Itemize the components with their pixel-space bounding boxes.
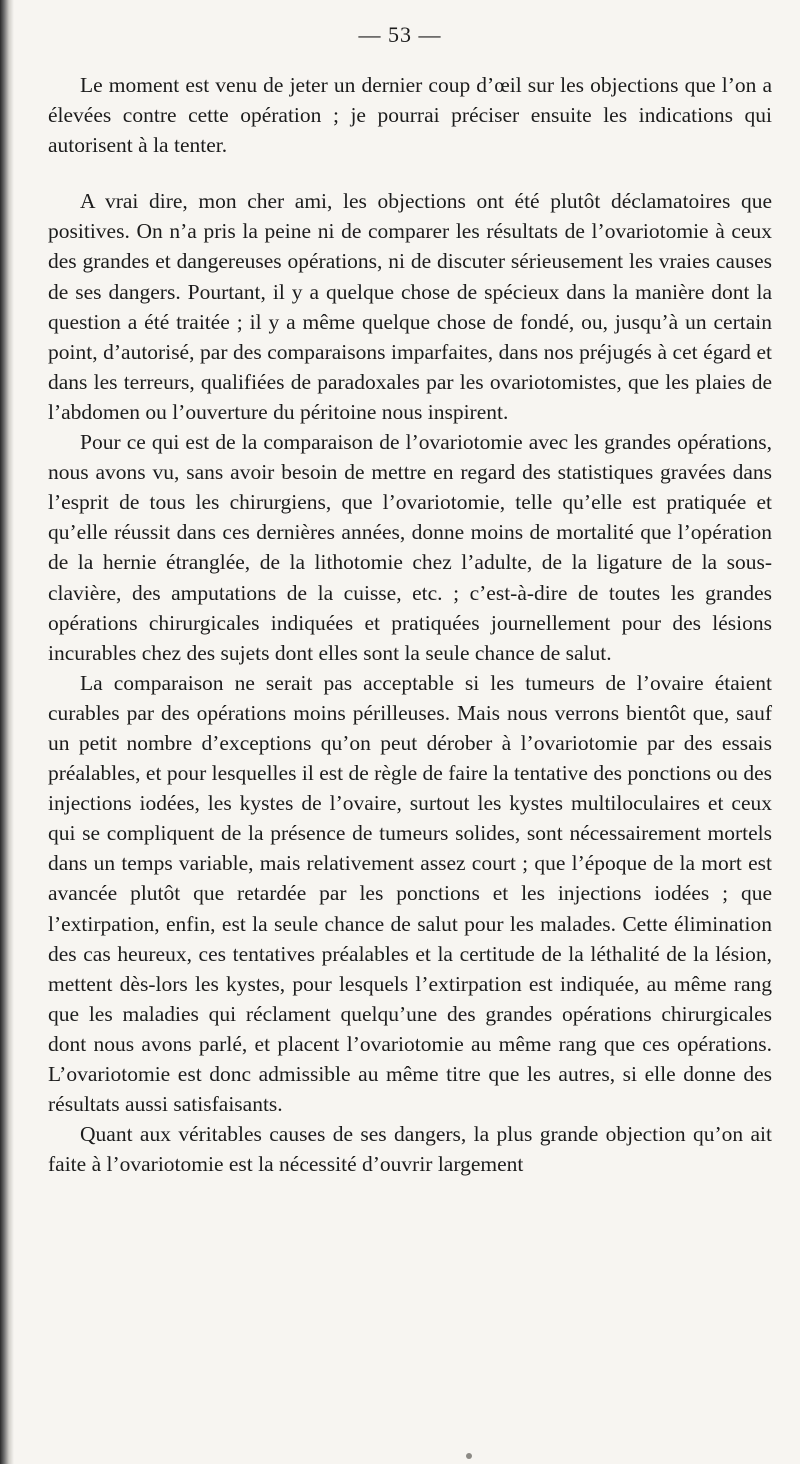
paragraph-4: La comparaison ne serait pas acceptable si les tumeurs de l’ovaire étaient curables par des opérations moins périlleuses. Mais nous verrons bientôt que, sauf un petit nombre d’exceptions qu’on peut dérober à l’ovariotomie par des essais préalables, et pour lesquelles il est de règle de faire la tentative des ponctions ou des injections iodées, les kystes de l’ovaire, surtout les kystes multiloculaires et ceux qui se compliquent de la présence de tumeurs solides, sont nécessairement mortels dans un temps variable, mais relativement assez court ; que l’époque de la mort est avancée plutôt que retardée par les ponctions et les injections iodées ; que l’extirpation, enfin, est la seule chance de salut pour les malades. Cette élimination des cas heureux, ces tentatives préalables et la certitude de la léthalité de la lésion, mettent dès-lors les kystes, pour lesquels l’extirpation est indiquée, au même rang que les maladies qui réclament quelqu’une des grandes opérations chirurgicales dont nous avons parlé, et placent l’ovariotomie au même rang que ces opérations. L’ovariotomie est donc admissible au même titre que les autres, si elle donne des résultats aussi satisfaisants. — [48, 670, 772, 1117]
binding-edge-shadow — [0, 0, 14, 1464]
paragraph-5: Quant aux véritables causes de ses dangers, la plus grande objection qu’on ait faite à l’ovariotomie est la nécessité d’ouvrir largement — [48, 1122, 772, 1177]
print-speck — [466, 1453, 472, 1459]
page-body — [48, 70, 772, 1179]
page-number: — 53 — — [358, 22, 442, 47]
paragraph-2: A vrai dire, mon cher ami, les objections ont été plutôt déclamatoires que positives. On n’a pris la peine ni de comparer les résultats de l’ovariotomie à ceux des grandes et dangereuses opérations, ni de discuter sérieusement les vraies causes de ses dangers. Pourtant, il y a quelque chose de spécieux dans la manière dont la question a été traitée ; il y a même quelque chose de fondé, ou, jusqu’à un certain point, d’autorisé, par des comparaisons imparfaites, dans nos préjugés à cet égard et dans les terreurs, qualifiées de paradoxales par les ovariotomistes, que les plaies de l’abdomen ou l’ouverture du péritoine nous inspirent. — [48, 189, 772, 424]
paragraph-3: Pour ce qui est de la comparaison de l’ovariotomie avec les grandes opérations, nous avons vu, sans avoir besoin de mettre en regard des statistiques gravées dans l’esprit de tous les chirurgiens, que l’ovariotomie, telle qu’elle est pratiquée et qu’elle réussit dans ces dernières années, donne moins de mortalité que l’opération de la hernie étranglée, de la lithotomie chez l’adulte, de la ligature de la sous-clavière, des amputations de la cuisse, etc. ; c’est-à-dire de toutes les grandes opérations chirurgicales indiquées et pratiquées journellement pour des lésions incurables chez des sujets dont elles sont la seule chance de salut. — [48, 430, 772, 665]
paragraph-1: Le moment est venu de jeter un dernier coup d’œil sur les objections que l’on a élevées contre cette opération ; je pourrai préciser ensuite les indications qui autorisent à la tenter. — [48, 73, 772, 158]
